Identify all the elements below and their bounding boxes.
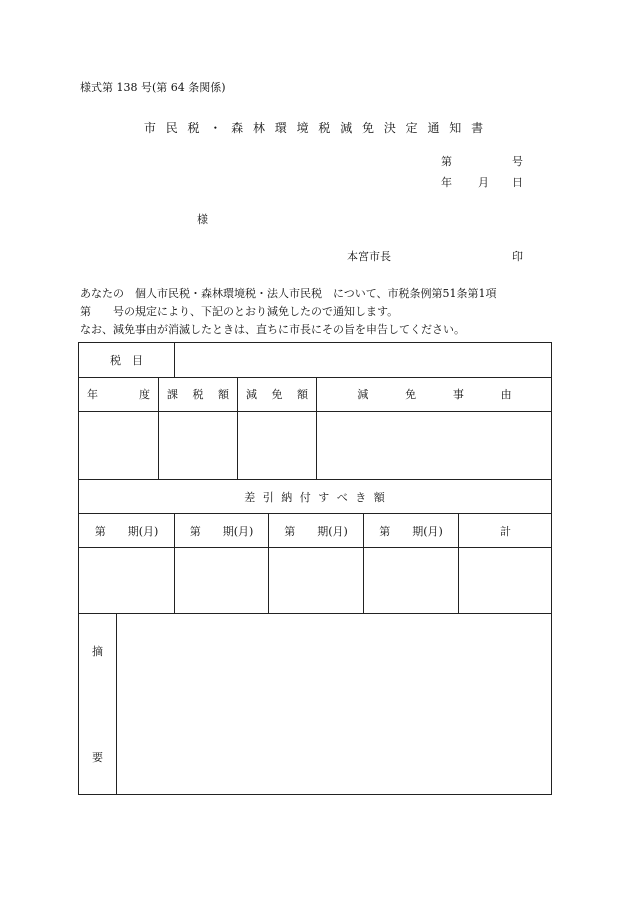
header-char: 年 <box>87 388 98 401</box>
exemption-table <box>78 342 552 795</box>
date-year-label: 年 <box>441 176 452 189</box>
notice-body-line-3: なお、減免事由が消滅したときは、直ちに市長にその旨を申告してください。 <box>80 323 465 336</box>
column-header-fiscal-year <box>79 377 158 411</box>
exemption-reason-value <box>317 412 552 479</box>
remarks-label-bottom: 要 <box>92 751 103 764</box>
reference-number-suffix: 号 <box>512 155 523 168</box>
date-day-label: 日 <box>512 176 523 189</box>
header-char: 減 <box>246 388 257 401</box>
period-1-value <box>79 548 174 613</box>
column-header-exemption-amount <box>238 377 316 411</box>
period-2-value <box>175 548 268 613</box>
total-column: 計 <box>500 524 511 538</box>
period-column-4: 第 期(月) <box>379 524 443 538</box>
header-char: 免 <box>271 388 283 401</box>
fiscal-year-value <box>79 412 158 479</box>
period-column-3: 第 期(月) <box>284 524 348 538</box>
header-char: 額 <box>297 388 308 401</box>
assessed-amount-value <box>159 412 237 479</box>
header-char: 課 <box>167 388 178 401</box>
issuer-name: 本宮市長 <box>347 250 391 263</box>
header-char: 由 <box>500 388 512 401</box>
period-column-1: 第 期(月) <box>94 524 159 538</box>
remarks-area <box>117 614 552 795</box>
addressee-honorific: 様 <box>197 213 208 226</box>
total-value <box>459 548 552 613</box>
notice-body-line-2: 第 号の規定により、下記のとおり減免したので通知します。 <box>80 305 399 318</box>
column-header-exemption-reason <box>317 377 552 411</box>
date-month-label: 月 <box>478 176 489 189</box>
period-4-value <box>364 548 458 613</box>
header-char: 度 <box>139 388 150 401</box>
net-payable-heading: 差 引 納 付 す べ き 額 <box>244 490 387 504</box>
header-char: 税 <box>192 388 204 401</box>
header-char: 減 <box>357 388 369 401</box>
exemption-amount-value <box>238 412 316 479</box>
header-char: 額 <box>218 388 229 401</box>
header-char: 免 <box>405 388 417 401</box>
tax-item-label: 税 目 <box>110 354 143 367</box>
document-title: 市 民 税 ・ 森 林 環 境 税 減 免 決 定 通 知 書 <box>143 121 487 135</box>
remarks-label-top: 摘 <box>92 645 103 658</box>
column-header-assessed-amount <box>159 377 237 411</box>
period-column-2: 第 期(月) <box>189 524 254 538</box>
reference-number-label: 第 <box>441 155 452 168</box>
header-char: 事 <box>452 388 464 401</box>
period-3-value <box>269 548 363 613</box>
seal-mark: 印 <box>512 250 523 263</box>
notice-body-line-1: あなたの 個人市民税・森林環境税・法人市民税 について、市税条例第51条第1項 <box>80 287 497 300</box>
tax-item-value <box>175 343 552 377</box>
form-number: 様式第 138 号(第 64 条関係) <box>80 81 226 94</box>
